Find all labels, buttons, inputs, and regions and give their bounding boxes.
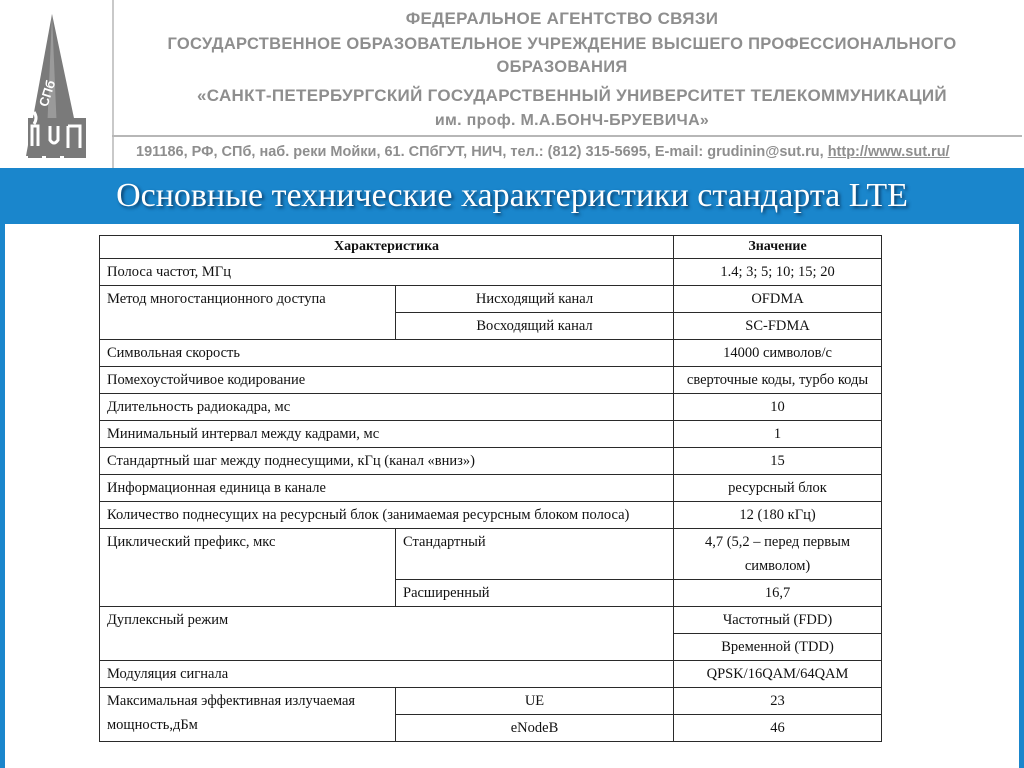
svg-text:СПб: СПб xyxy=(35,78,59,109)
row-value: OFDMA xyxy=(674,286,882,313)
row-value: QPSK/16QAM/64QAM xyxy=(674,661,882,688)
row-value: сверточные коды, турбо коды xyxy=(674,367,882,394)
slide-title: Основные технические характеристики стандарта LTE xyxy=(116,177,908,214)
row-label: Метод многостанционного доступа xyxy=(100,286,396,340)
row-value: 4,7 (5,2 – перед первым символом) xyxy=(674,529,882,580)
row-value: 23 xyxy=(674,688,882,715)
table-row xyxy=(100,367,882,394)
table-header-row xyxy=(100,236,882,259)
table-row xyxy=(100,502,882,529)
table-row xyxy=(100,340,882,367)
table-row xyxy=(100,475,882,502)
row-sublabel: UE xyxy=(396,688,674,715)
title-bar xyxy=(0,170,1024,222)
table-row xyxy=(100,607,882,634)
row-value: 10 xyxy=(674,394,882,421)
table-row xyxy=(100,394,882,421)
institution-type-line1: ГОСУДАРСТВЕННОЕ ОБРАЗОВАТЕЛЬНОЕ УЧРЕЖДЕНИЕ ВЫСШЕГО ПРОФЕССИОНАЛЬНОГО xyxy=(167,35,957,53)
row-sublabel: Стандартный xyxy=(396,529,674,580)
row-label: Помехоустойчивое кодирование xyxy=(100,367,674,394)
row-label: Минимальный интервал между кадрами, мс xyxy=(100,421,674,448)
university-name: «САНКТ-ПЕТЕРБУРГСКИЙ ГОСУДАРСТВЕННЫЙ УНИВЕРСИТЕТ ТЕЛЕКОММУНИКАЦИЙ xyxy=(197,86,947,105)
row-value: Частотный (FDD) xyxy=(674,607,882,634)
row-value: 14000 символов/с xyxy=(674,340,882,367)
row-value: 16,7 xyxy=(674,580,882,607)
row-label: Максимальная эффективная излучаемая мощность,дБм xyxy=(100,688,396,742)
table-row xyxy=(100,688,882,715)
row-value: 12 (180 кГц) xyxy=(674,502,882,529)
row-label: Полоса частот, МГц xyxy=(100,259,674,286)
row-label: Циклический префикс, мкс xyxy=(100,529,396,607)
row-label: Информационная единица в канале xyxy=(100,475,674,502)
row-label: Количество поднесущих на ресурсный блок (занимаемая ресурсным блоком полоса) xyxy=(100,502,674,529)
university-namesake: им. проф. М.А.БОНЧ-БРУЕВИЧА» xyxy=(434,112,710,129)
row-label: Модуляция сигнала xyxy=(100,661,674,688)
table-row xyxy=(100,421,882,448)
agency-name: ФЕДЕРАЛЬНОЕ АГЕНТСТВО СВЯЗИ xyxy=(405,9,719,28)
header-characteristic: Характеристика xyxy=(100,236,674,259)
table-row xyxy=(100,286,882,313)
row-sublabel: Нисходящий канал xyxy=(396,286,674,313)
row-label: Дуплексный режим xyxy=(100,607,674,661)
row-sublabel: Восходящий канал xyxy=(396,313,674,340)
row-label: Символьная скорость xyxy=(100,340,674,367)
row-value: 15 xyxy=(674,448,882,475)
row-value: Временной (TDD) xyxy=(674,634,882,661)
table-row xyxy=(100,448,882,475)
row-value: 1.4; 3; 5; 10; 15; 20 xyxy=(674,259,882,286)
table-container xyxy=(93,231,891,768)
website-link[interactable]: http://www.sut.ru/ xyxy=(827,144,950,160)
row-value: SC-FDMA xyxy=(674,313,882,340)
row-value: ресурсный блок xyxy=(674,475,882,502)
row-label: Длительность радиокадра, мс xyxy=(100,394,674,421)
row-value: 1 xyxy=(674,421,882,448)
row-label: Стандартный шаг между поднесущими, кГц (канал «вниз») xyxy=(100,448,674,475)
header-rule xyxy=(112,135,1022,137)
table-row xyxy=(100,259,882,286)
header-value: Значение xyxy=(674,236,882,259)
contact-line xyxy=(136,144,950,160)
row-sublabel: eNodeB xyxy=(396,715,674,742)
contact-text: 191186, РФ, СПб, наб. реки Мойки, 61. СПбГУТ, НИЧ, тел.: (812) 315-5695, E-mail: grudinin@sut.ru, xyxy=(136,144,824,160)
row-sublabel: Расширенный xyxy=(396,580,674,607)
table-row xyxy=(100,529,882,580)
table-row xyxy=(100,661,882,688)
letterhead xyxy=(0,0,1024,168)
institution-type-line2: ОБРАЗОВАНИЯ xyxy=(496,58,628,76)
lte-specs-table xyxy=(99,235,882,742)
row-value: 46 xyxy=(674,715,882,742)
